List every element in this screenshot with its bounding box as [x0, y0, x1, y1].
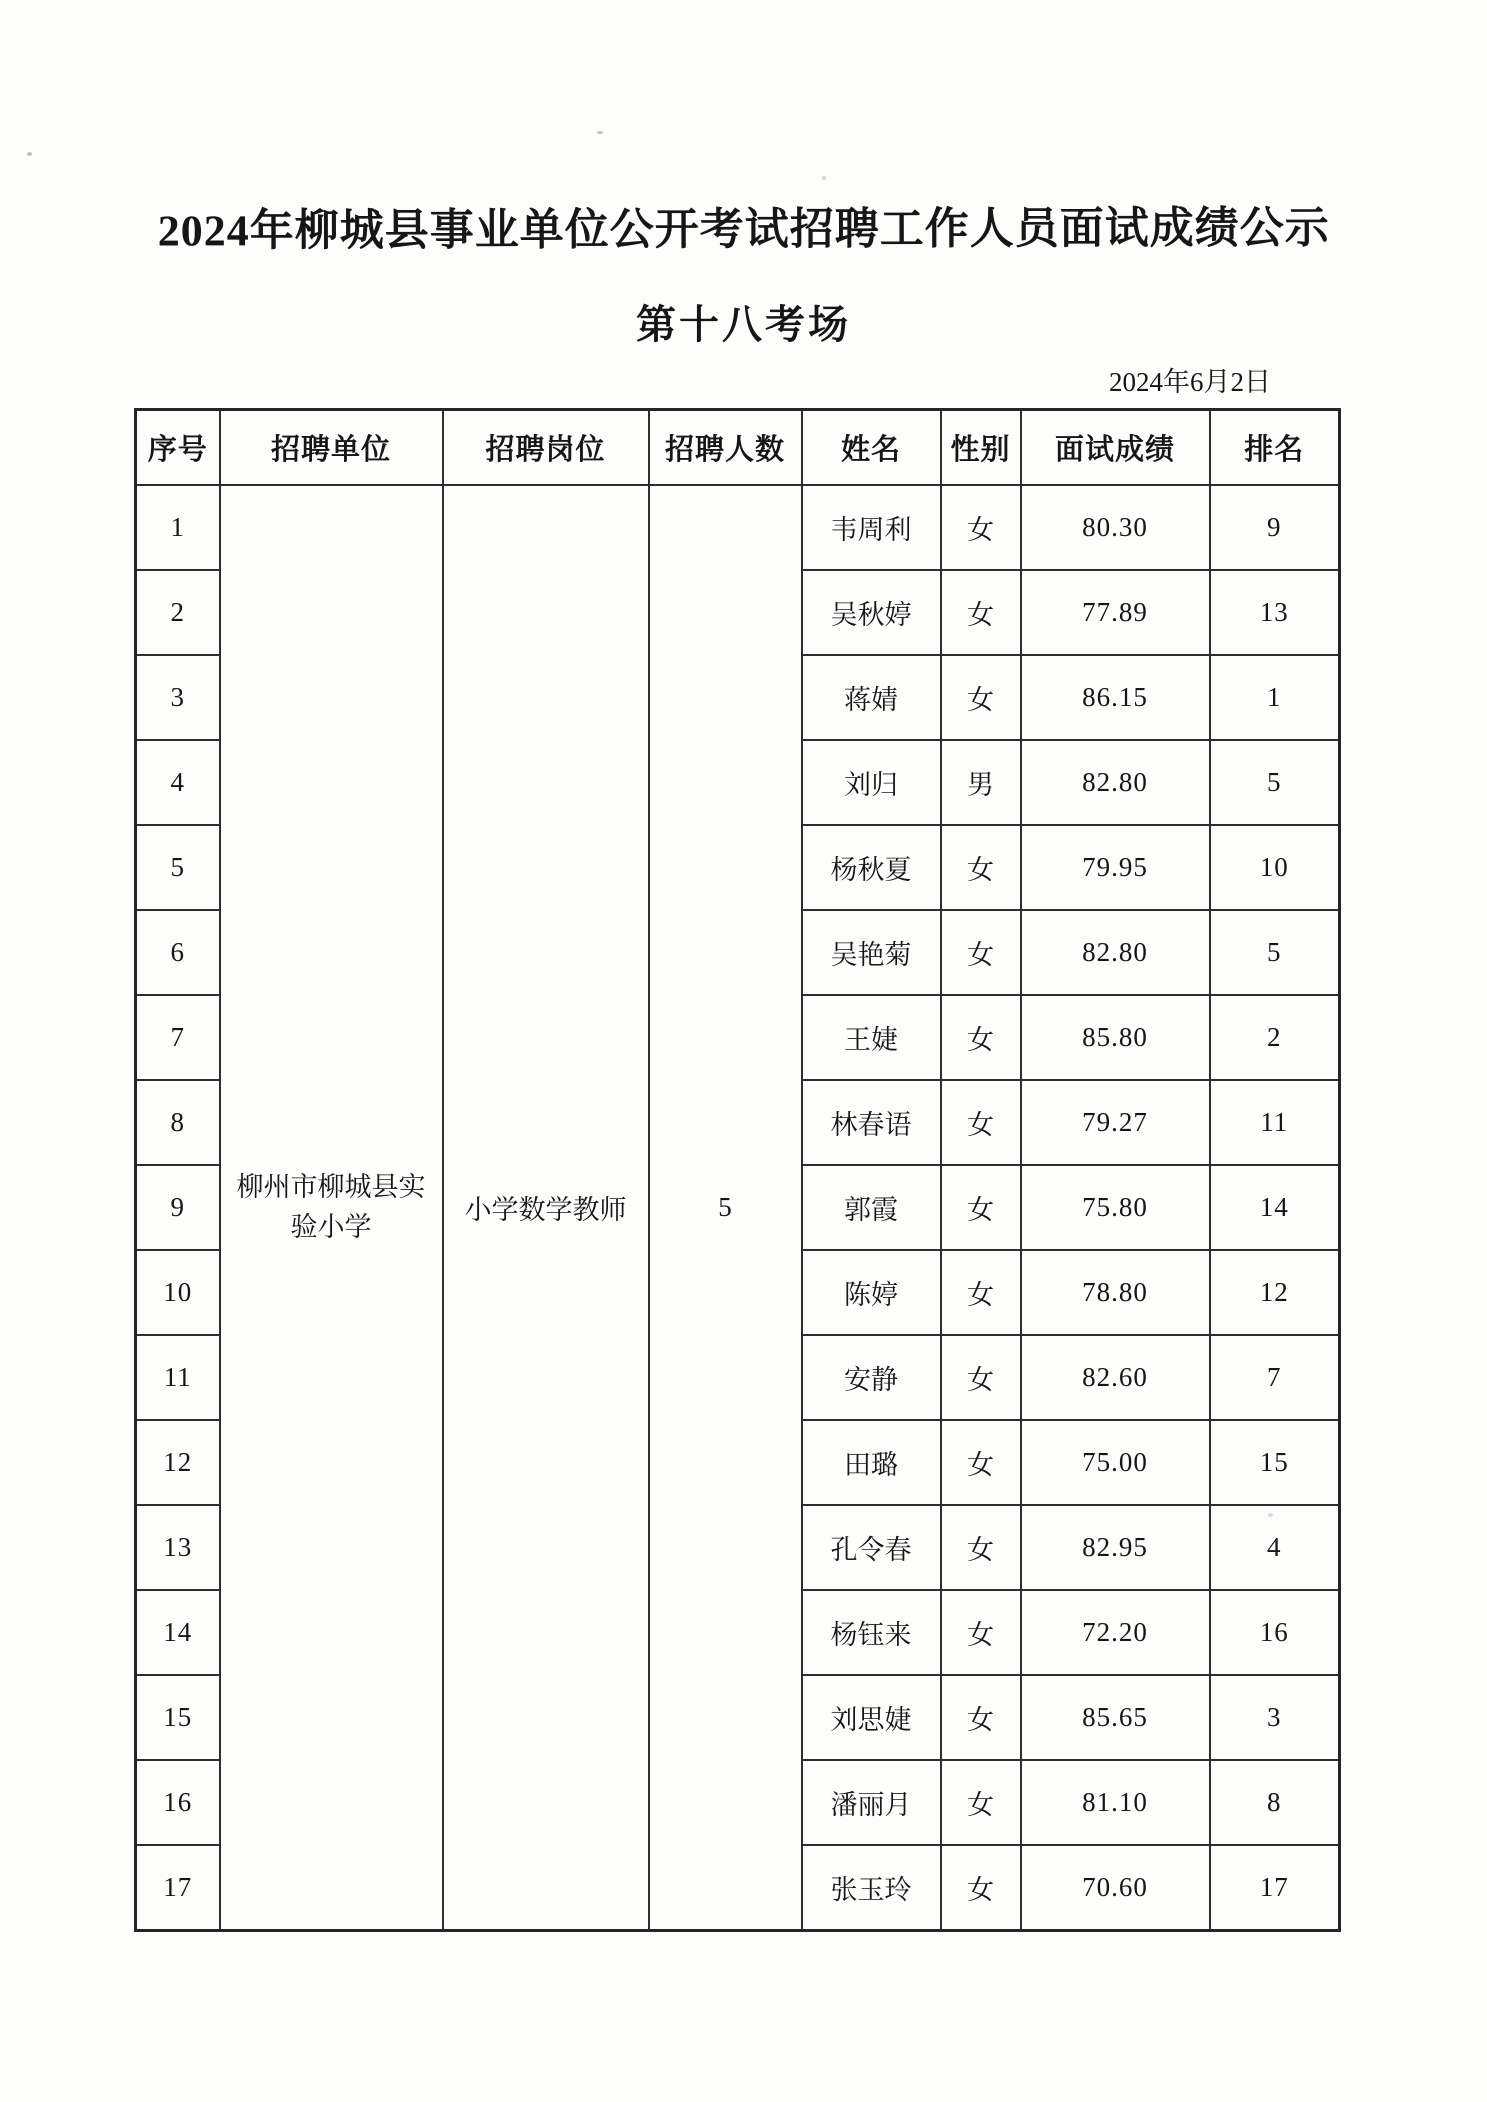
column-header-4: 姓名 — [802, 409, 941, 485]
exam-room-subtitle: 第十八考场 — [636, 301, 851, 347]
cell-gender: 女 — [941, 1760, 1021, 1845]
cell-serial-number: 3 — [136, 655, 220, 740]
cell-rank: 13 — [1210, 570, 1340, 655]
cell-serial-number: 16 — [136, 1760, 220, 1845]
cell-gender: 男 — [941, 740, 1021, 825]
cell-rank: 10 — [1210, 825, 1340, 910]
cell-candidate-name: 安静 — [802, 1335, 941, 1420]
cell-candidate-name: 田璐 — [802, 1420, 941, 1505]
cell-interview-score: 82.60 — [1021, 1335, 1210, 1420]
cell-rank: 2 — [1210, 995, 1340, 1080]
cell-candidate-name: 刘思婕 — [802, 1675, 941, 1760]
cell-candidate-name: 张玉玲 — [802, 1845, 941, 1931]
cell-serial-number: 11 — [136, 1335, 220, 1420]
cell-interview-score: 82.80 — [1021, 910, 1210, 995]
interview-score-table — [134, 408, 1341, 1932]
cell-recruiting-unit: 柳州市柳城县实验小学 — [220, 485, 443, 1931]
column-header-5: 性别 — [941, 409, 1021, 485]
cell-candidate-name: 林春语 — [802, 1080, 941, 1165]
cell-gender: 女 — [941, 825, 1021, 910]
cell-interview-score: 75.80 — [1021, 1165, 1210, 1250]
cell-rank: 16 — [1210, 1590, 1340, 1675]
cell-rank: 5 — [1210, 740, 1340, 825]
cell-gender: 女 — [941, 1080, 1021, 1165]
cell-serial-number: 14 — [136, 1590, 220, 1675]
column-header-6: 面试成绩 — [1021, 409, 1210, 485]
cell-serial-number: 4 — [136, 740, 220, 825]
cell-interview-score: 82.95 — [1021, 1505, 1210, 1590]
cell-candidate-name: 刘归 — [802, 740, 941, 825]
cell-serial-number: 13 — [136, 1505, 220, 1590]
column-header-7: 排名 — [1210, 409, 1340, 485]
document-date: 2024年6月2日 — [1109, 366, 1271, 397]
cell-serial-number: 6 — [136, 910, 220, 995]
cell-rank: 8 — [1210, 1760, 1340, 1845]
cell-candidate-name: 韦周利 — [802, 485, 941, 570]
cell-interview-score: 82.80 — [1021, 740, 1210, 825]
cell-rank: 9 — [1210, 485, 1340, 570]
cell-serial-number: 17 — [136, 1845, 220, 1931]
cell-interview-score: 77.89 — [1021, 570, 1210, 655]
cell-serial-number: 10 — [136, 1250, 220, 1335]
cell-serial-number: 7 — [136, 995, 220, 1080]
cell-candidate-name: 杨钰来 — [802, 1590, 941, 1675]
cell-interview-score: 72.20 — [1021, 1590, 1210, 1675]
cell-gender: 女 — [941, 1420, 1021, 1505]
cell-rank: 1 — [1210, 655, 1340, 740]
cell-gender: 女 — [941, 995, 1021, 1080]
cell-rank: 15 — [1210, 1420, 1340, 1505]
cell-serial-number: 2 — [136, 570, 220, 655]
cell-gender: 女 — [941, 1505, 1021, 1590]
cell-gender: 女 — [941, 1845, 1021, 1931]
table-body — [136, 485, 1340, 1931]
cell-candidate-name: 陈婷 — [802, 1250, 941, 1335]
column-header-2: 招聘岗位 — [443, 409, 649, 485]
cell-interview-score: 70.60 — [1021, 1845, 1210, 1931]
cell-serial-number: 9 — [136, 1165, 220, 1250]
cell-rank: 4 — [1210, 1505, 1340, 1590]
cell-rank: 17 — [1210, 1845, 1340, 1931]
cell-interview-score: 79.95 — [1021, 825, 1210, 910]
cell-rank: 12 — [1210, 1250, 1340, 1335]
column-header-3: 招聘人数 — [649, 409, 802, 485]
cell-candidate-name: 郭霞 — [802, 1165, 941, 1250]
table-head — [136, 409, 1340, 485]
cell-interview-score: 80.30 — [1021, 485, 1210, 570]
cell-rank: 5 — [1210, 910, 1340, 995]
cell-rank: 7 — [1210, 1335, 1340, 1420]
cell-rank: 11 — [1210, 1080, 1340, 1165]
cell-interview-score: 85.80 — [1021, 995, 1210, 1080]
cell-gender: 女 — [941, 910, 1021, 995]
cell-serial-number: 1 — [136, 485, 220, 570]
cell-candidate-name: 吴艳菊 — [802, 910, 941, 995]
column-header-0: 序号 — [136, 409, 220, 485]
cell-candidate-name: 王婕 — [802, 995, 941, 1080]
cell-recruiting-headcount: 5 — [649, 485, 802, 1931]
cell-interview-score: 86.15 — [1021, 655, 1210, 740]
cell-gender: 女 — [941, 1335, 1021, 1420]
cell-interview-score: 81.10 — [1021, 1760, 1210, 1845]
cell-candidate-name: 蒋婧 — [802, 655, 941, 740]
cell-rank: 3 — [1210, 1675, 1340, 1760]
cell-interview-score: 79.27 — [1021, 1080, 1210, 1165]
cell-candidate-name: 潘丽月 — [802, 1760, 941, 1845]
cell-serial-number: 12 — [136, 1420, 220, 1505]
cell-gender: 女 — [941, 1590, 1021, 1675]
cell-gender: 女 — [941, 655, 1021, 740]
cell-gender: 女 — [941, 1250, 1021, 1335]
document-title: 2024年柳城县事业单位公开考试招聘工作人员面试成绩公示 — [157, 203, 1330, 256]
cell-gender: 女 — [941, 570, 1021, 655]
scan-noise-speck — [1268, 1513, 1273, 1517]
cell-candidate-name: 孔令春 — [802, 1505, 941, 1590]
cell-serial-number: 5 — [136, 825, 220, 910]
cell-interview-score: 85.65 — [1021, 1675, 1210, 1760]
cell-candidate-name: 吴秋婷 — [802, 570, 941, 655]
cell-interview-score: 78.80 — [1021, 1250, 1210, 1335]
cell-gender: 女 — [941, 485, 1021, 570]
cell-serial-number: 15 — [136, 1675, 220, 1760]
table-row — [136, 485, 1340, 570]
column-header-1: 招聘单位 — [220, 409, 443, 485]
cell-recruiting-position: 小学数学教师 — [443, 485, 649, 1931]
cell-serial-number: 8 — [136, 1080, 220, 1165]
cell-candidate-name: 杨秋夏 — [802, 825, 941, 910]
cell-gender: 女 — [941, 1165, 1021, 1250]
cell-rank: 14 — [1210, 1165, 1340, 1250]
cell-gender: 女 — [941, 1675, 1021, 1760]
table-header-row — [136, 409, 1340, 485]
cell-interview-score: 75.00 — [1021, 1420, 1210, 1505]
